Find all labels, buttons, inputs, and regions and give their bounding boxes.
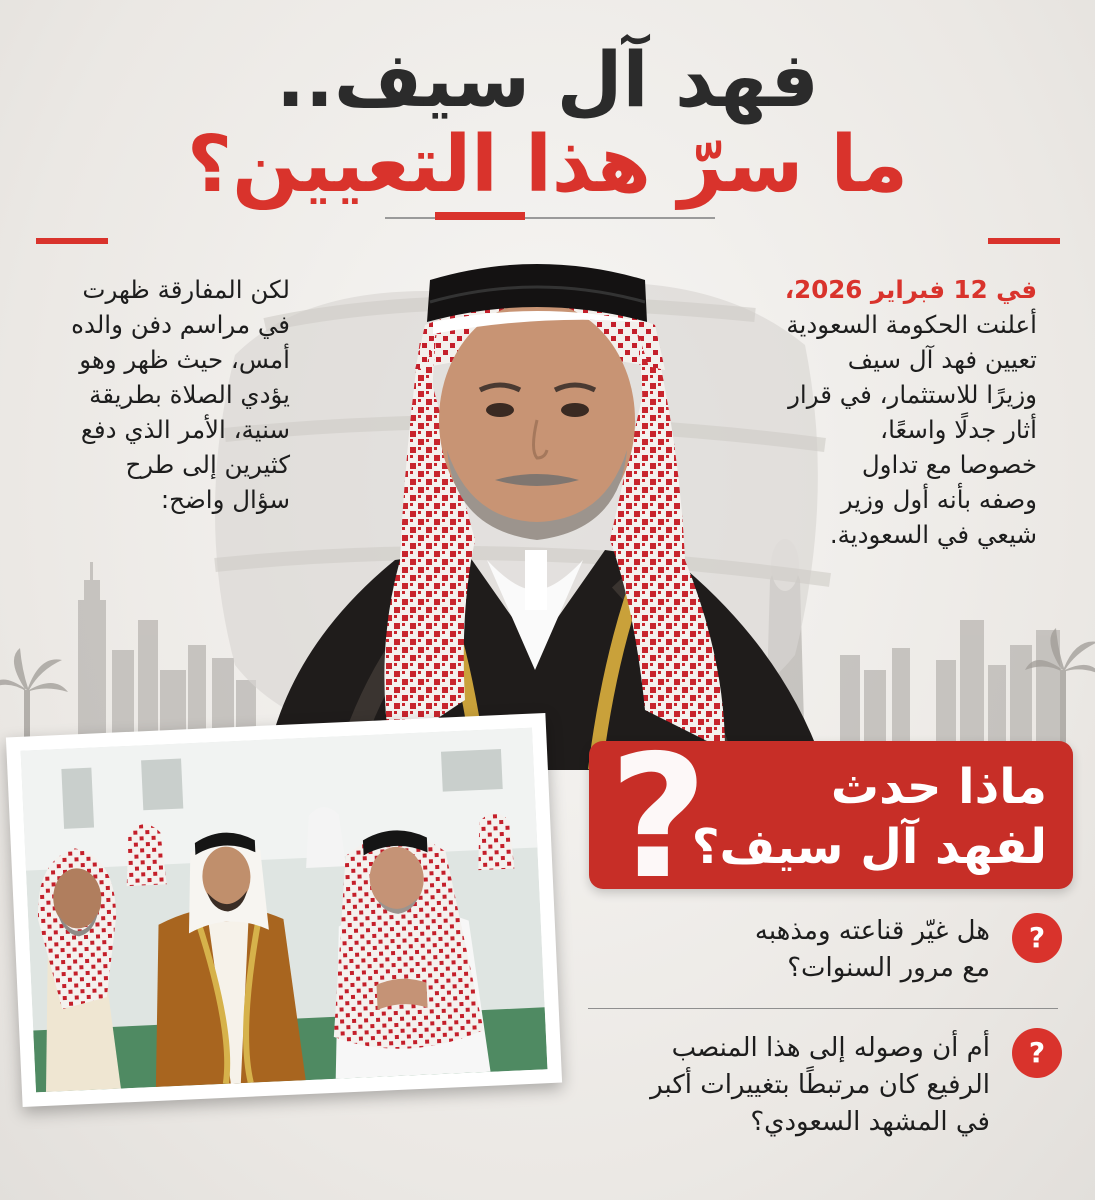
left-line: سؤال واضح: [160, 485, 290, 514]
right-line: وصفه بأنه أول وزير [840, 485, 1037, 514]
right-line: تعيين فهد آل سيف [847, 345, 1037, 374]
left-line: لكن المفارقة ظهرت [82, 275, 290, 304]
question-2-line: أم أن وصوله إلى هذا المنصب [671, 1033, 990, 1063]
key-question-line-2: لفهد آل سيف؟ [691, 819, 1047, 875]
page-title-line-1: فهد آل سيف.. [276, 35, 819, 124]
question-mark-icon: ? [609, 719, 708, 917]
left-line: في مراسم دفن والده [71, 310, 290, 339]
right-column-text [717, 272, 1037, 552]
questions-divider [588, 1008, 1058, 1009]
question-mark-icon: ? [1012, 1028, 1062, 1078]
left-column-text [20, 272, 290, 517]
right-line: شيعي في السعودية. [829, 520, 1037, 549]
right-column-accent-bar [988, 238, 1060, 244]
title-accent-bar [435, 212, 525, 220]
question-1-line: مع مرور السنوات؟ [787, 953, 990, 983]
right-line: وزيرًا للاستثمار، في قرار [788, 380, 1037, 409]
right-line: خصوصا مع تداول [861, 450, 1037, 479]
prayer-scene-illustration [21, 728, 548, 1093]
left-line: سنية، الأمر الذي دفع [80, 415, 290, 444]
question-mark-icon: ? [1012, 913, 1062, 963]
left-line: يؤدي الصلاة بطريقة [89, 380, 290, 409]
question-2 [520, 1030, 990, 1141]
right-line: أعلنت الحكومة السعودية [786, 310, 1037, 339]
left-column-accent-bar [36, 238, 108, 244]
key-question-line-1: ماذا حدث [830, 759, 1047, 815]
key-question-box [589, 719, 1073, 917]
question-2-line: في المشهد السعودي؟ [750, 1107, 990, 1137]
question-1-line: هل غيّر قناعته ومذهبه [754, 916, 990, 946]
question-1 [570, 913, 990, 987]
left-line: أمس، حيث ظهر وهو [79, 345, 290, 374]
question-2-line: الرفيع كان مرتبطًا بتغييرات أكبر [650, 1070, 990, 1100]
right-line: أثار جدلًا واسعًا، [880, 415, 1037, 444]
page-title-line-2: ما سرّ هذا التعيين؟ [186, 120, 909, 210]
announcement-date: في 12 فبراير 2026، [784, 275, 1037, 304]
left-line: كثيرين إلى طرح [125, 450, 290, 479]
funeral-prayer-photo [6, 713, 562, 1107]
